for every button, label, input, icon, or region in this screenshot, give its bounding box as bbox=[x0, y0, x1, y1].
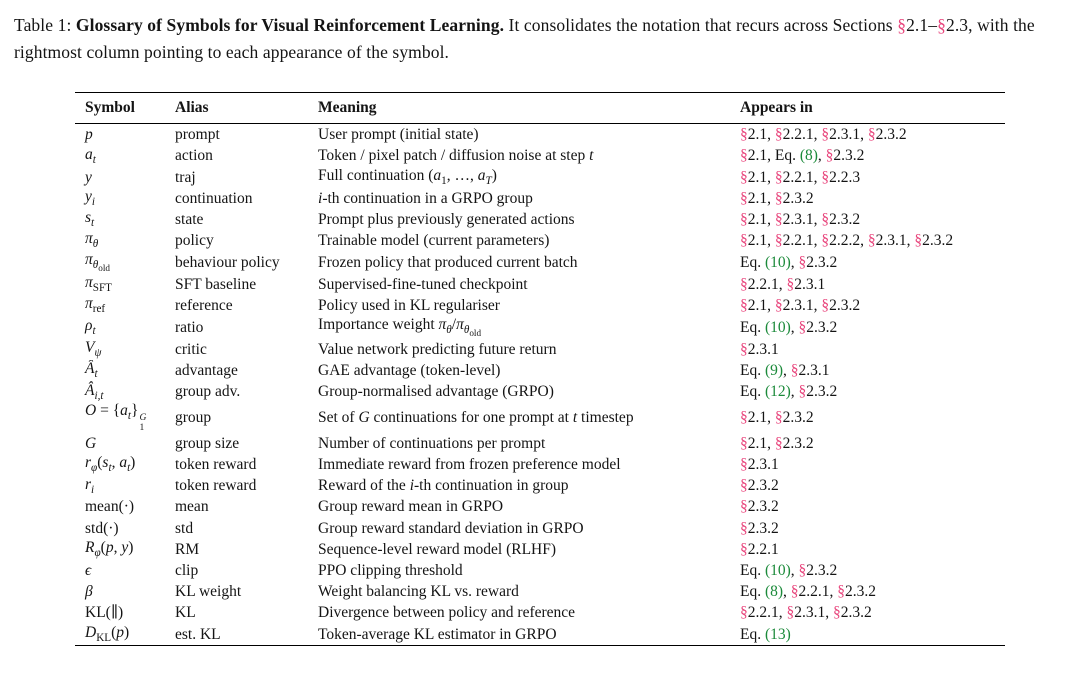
cell-meaning: Token / pixel patch / diffusion noise at step t bbox=[318, 147, 594, 165]
cell-alias: std bbox=[175, 519, 194, 537]
table-row bbox=[75, 316, 1005, 339]
section-ref-link[interactable]: §2.2.3 bbox=[821, 168, 861, 186]
cell-meaning: Trainable model (current parameters) bbox=[318, 232, 550, 250]
section-ref-link[interactable]: §2.3.2 bbox=[740, 498, 779, 516]
section-ref-link[interactable]: §2.3.2 bbox=[798, 383, 838, 401]
cell-alias: KL weight bbox=[175, 583, 242, 601]
section-ref-link[interactable]: §2.3.1 bbox=[740, 456, 779, 473]
cell-meaning: GAE advantage (token-level) bbox=[318, 361, 501, 379]
cell-meaning: Number of continuations per prompt bbox=[318, 434, 546, 452]
cell-alias: action bbox=[175, 147, 213, 165]
cell-meaning: Token-average KL estimator in GRPO bbox=[318, 625, 557, 643]
section-ref-link[interactable]: §2.3.2 bbox=[833, 604, 872, 622]
section-ref-link[interactable]: §2.1 bbox=[740, 297, 768, 315]
cell-alias: clip bbox=[175, 561, 199, 579]
cell-symbol: $s_t$ bbox=[85, 209, 95, 230]
table-row bbox=[75, 602, 1005, 623]
column-header-appears-in: Appears in bbox=[730, 93, 1005, 124]
table-row bbox=[75, 433, 1005, 454]
section-ref-link[interactable]: §2.2.1 bbox=[740, 540, 779, 558]
table-row bbox=[75, 251, 1005, 274]
cell-symbol: $D_{KL}(p)$ bbox=[85, 623, 130, 644]
section-ref-link[interactable]: §2.3.2 bbox=[774, 408, 814, 426]
cell-symbol: p bbox=[85, 126, 93, 144]
cell-meaning: PPO clipping threshold bbox=[318, 561, 463, 579]
table-caption bbox=[14, 12, 1066, 66]
section-ref-link[interactable]: §2.1 bbox=[740, 232, 768, 250]
column-header-meaning: Meaning bbox=[308, 93, 730, 124]
cell-symbol: β bbox=[85, 583, 93, 601]
cell-meaning: Group reward standard deviation in GRPO bbox=[318, 519, 584, 537]
cell-meaning: Immediate reward from frozen preference model bbox=[318, 456, 621, 473]
cell-appears bbox=[730, 454, 1005, 475]
cell-appears: Eq. (10), §2.3.2 bbox=[740, 318, 838, 336]
cell-alias: critic bbox=[175, 340, 207, 358]
table-row bbox=[75, 402, 1005, 432]
section-ref-link[interactable]: §2.2.1 bbox=[740, 604, 779, 622]
cell-meaning: Reward of the i-th continuation in group bbox=[318, 477, 569, 495]
section-ref-link[interactable]: §2.1 bbox=[897, 15, 929, 35]
table-row bbox=[75, 209, 1005, 230]
cell-symbol: $r_i$ bbox=[85, 475, 95, 496]
table-row bbox=[75, 496, 1005, 517]
cell-symbol: $\pi_{\theta_{old}}$ bbox=[85, 251, 110, 274]
cell-appears: §2.1, Eq. (8), §2.3.2 bbox=[740, 147, 865, 165]
section-ref-link[interactable]: §2.3.1 bbox=[790, 361, 830, 379]
cell-meaning: Frozen policy that produced current batch bbox=[318, 253, 578, 271]
cell-appears: §2.1, §2.2.1, §2.2.3 bbox=[740, 168, 861, 186]
cell-alias: RM bbox=[175, 540, 200, 558]
cell-appears bbox=[730, 339, 1005, 360]
cell-symbol: $O = \{a_t\}$ G 1 bbox=[85, 402, 147, 433]
cell-meaning: Importance weight $\pi_\theta/\pi_{\theta_{old}}$ bbox=[318, 316, 482, 339]
section-ref-link[interactable]: §2.3.2 bbox=[821, 210, 861, 228]
section-ref-link[interactable]: §2.3.1 bbox=[774, 210, 814, 228]
cell-alias: ratio bbox=[175, 318, 204, 336]
cell-symbol: ϵ bbox=[85, 561, 92, 579]
equation-ref-link[interactable]: Eq. (8) bbox=[740, 583, 784, 601]
caption-text: It consolidates the notation that recurs across Sections §2.1–§2.3, with the rightmost column pointing to each appearance of the symbol. bbox=[14, 15, 1035, 63]
cell-appears: Eq. (8), §2.2.1, §2.3.2 bbox=[740, 583, 877, 601]
cell-symbol: $Â_{i,t}$ bbox=[85, 381, 104, 402]
table-row bbox=[75, 539, 1005, 560]
cell-alias: group bbox=[175, 408, 212, 426]
cell-meaning: Weight balancing KL vs. reward bbox=[318, 583, 519, 601]
section-ref-link[interactable]: §2.3.2 bbox=[774, 189, 814, 207]
section-ref-link[interactable]: §2.2.1 bbox=[774, 232, 814, 250]
cell-appears: §2.2.1, §2.3.1 bbox=[740, 275, 826, 293]
section-ref-link[interactable]: §2.3.2 bbox=[825, 147, 865, 165]
cell-appears: Eq. (9), §2.3.1 bbox=[740, 361, 830, 379]
cell-alias: KL bbox=[175, 604, 196, 622]
caption-label: Table 1: bbox=[14, 15, 72, 35]
cell-alias: policy bbox=[175, 232, 214, 250]
cell-meaning: User prompt (initial state) bbox=[318, 126, 479, 144]
cell-appears bbox=[730, 539, 1005, 560]
cell-appears bbox=[730, 496, 1005, 517]
cell-appears: §2.1, §2.3.1, §2.3.2 bbox=[740, 297, 861, 315]
section-ref-link[interactable]: §2.1 bbox=[740, 434, 768, 452]
cell-symbol: $\pi_{ref}$ bbox=[85, 295, 106, 316]
equation-ref-link[interactable]: Eq. (12) bbox=[740, 383, 791, 401]
cell-alias: token reward bbox=[175, 477, 257, 495]
table-row bbox=[75, 381, 1005, 402]
caption-title: Glossary of Symbols for Visual Reinforcement Learning. bbox=[75, 15, 505, 35]
cell-symbol: $a_t$ bbox=[85, 145, 96, 166]
cell-symbol: $\pi_{SFT}$ bbox=[85, 274, 112, 295]
section-ref-link[interactable]: §2.3.2 bbox=[821, 297, 861, 315]
cell-symbol: $\pi_\theta$ bbox=[85, 230, 99, 251]
equation-ref-link[interactable]: Eq. (9) bbox=[740, 361, 784, 379]
cell-meaning: Sequence-level reward model (RLHF) bbox=[318, 540, 557, 558]
section-ref-link[interactable]: §2.2.1 bbox=[774, 168, 814, 186]
cell-appears: §2.1, §2.2.1, §2.3.1, §2.3.2 bbox=[740, 126, 907, 144]
cell-meaning: Full continuation ($a_1$, …, $a_T$) bbox=[318, 166, 497, 188]
equation-ref-link[interactable]: Eq. (8) bbox=[774, 147, 818, 165]
page bbox=[0, 12, 1080, 675]
cell-symbol: G bbox=[85, 434, 97, 452]
cell-appears: Eq. (12), §2.3.2 bbox=[740, 383, 838, 401]
table-row bbox=[75, 624, 1005, 646]
section-ref-link[interactable]: §2.1 bbox=[740, 147, 768, 165]
section-ref-link[interactable]: §2.3.1 bbox=[867, 232, 907, 250]
cell-appears: §2.1, §2.2.1, §2.2.2, §2.3.1, §2.3.2 bbox=[740, 232, 954, 250]
cell-alias: reference bbox=[175, 297, 233, 315]
table-row bbox=[75, 518, 1005, 539]
cell-symbol: $\rho_t$ bbox=[85, 317, 96, 338]
table-row bbox=[75, 188, 1005, 209]
cell-alias: continuation bbox=[175, 189, 253, 207]
cell-symbol: KL(∥) bbox=[85, 604, 124, 622]
section-ref-link[interactable]: §2.1 bbox=[740, 210, 768, 228]
cell-meaning: i-th continuation in a GRPO group bbox=[318, 189, 533, 207]
section-ref-link[interactable]: §2.3.1 bbox=[774, 297, 814, 315]
table-row bbox=[75, 145, 1005, 166]
cell-appears: §2.2.1, §2.3.1, §2.3.2 bbox=[740, 604, 872, 622]
glossary-table-header bbox=[75, 93, 1005, 124]
cell-symbol: $V_\psi$ bbox=[85, 339, 102, 360]
cell-symbol: $Â_t$ bbox=[85, 360, 98, 381]
column-header-alias: Alias bbox=[165, 93, 308, 124]
cell-meaning: Divergence between policy and reference bbox=[318, 604, 576, 622]
section-ref-link[interactable]: §2.3.2 bbox=[914, 232, 954, 250]
section-ref-link[interactable]: §2.1 bbox=[740, 126, 768, 144]
section-ref-link[interactable]: §2.2.1 bbox=[790, 583, 830, 601]
section-ref-link[interactable]: §2.3.2 bbox=[740, 477, 779, 495]
equation-ref-link[interactable]: Eq. (10) bbox=[740, 561, 791, 579]
cell-meaning: Set of G continuations for one prompt at t timestep bbox=[318, 408, 634, 426]
section-ref-link[interactable]: §2.3.1 bbox=[740, 340, 779, 358]
cell-alias: est. KL bbox=[175, 625, 221, 643]
cell-appears: §2.1, §2.3.2 bbox=[740, 434, 814, 452]
cell-alias: advantage bbox=[175, 361, 238, 379]
table-row bbox=[75, 339, 1005, 360]
section-ref-link[interactable]: §2.1 bbox=[740, 189, 768, 207]
section-ref-link[interactable]: §2.3.2 bbox=[740, 519, 779, 537]
cell-alias: traj bbox=[175, 168, 196, 186]
cell-meaning: Policy used in KL regulariser bbox=[318, 297, 500, 315]
section-ref-link[interactable]: §2.3.2 bbox=[798, 561, 838, 579]
table-row bbox=[75, 167, 1005, 188]
equation-ref-link[interactable]: Eq. (10) bbox=[740, 253, 791, 271]
cell-appears: §2.1, §2.3.2 bbox=[740, 408, 814, 426]
glossary-table bbox=[75, 92, 1005, 646]
cell-meaning: Prompt plus previously generated actions bbox=[318, 210, 575, 228]
cell-meaning: Value network predicting future return bbox=[318, 340, 557, 358]
cell-symbol: $R_\varphi(p$, y) bbox=[85, 539, 134, 560]
table-row bbox=[75, 560, 1005, 581]
cell-appears: Eq. (10), §2.3.2 bbox=[740, 253, 838, 271]
cell-symbol: mean(·) bbox=[85, 498, 135, 516]
table-row bbox=[75, 230, 1005, 251]
table-row bbox=[75, 124, 1005, 146]
section-ref-link[interactable]: §2.3.1 bbox=[786, 604, 826, 622]
cell-appears bbox=[730, 475, 1005, 496]
section-ref-link[interactable]: §2.3 bbox=[937, 15, 969, 35]
glossary-table-body bbox=[75, 124, 1005, 646]
section-ref-link[interactable]: §2.2.1 bbox=[740, 275, 779, 293]
cell-appears: §2.1, §2.3.1, §2.3.2 bbox=[740, 210, 861, 228]
cell-appears bbox=[730, 624, 1005, 646]
table-row bbox=[75, 581, 1005, 602]
section-ref-link[interactable]: §2.3.1 bbox=[786, 275, 826, 293]
table-row bbox=[75, 274, 1005, 295]
section-ref-link[interactable]: §2.3.2 bbox=[774, 434, 814, 452]
cell-alias: behaviour policy bbox=[175, 253, 280, 271]
cell-alias: state bbox=[175, 210, 204, 228]
section-ref-link[interactable]: §2.3.1 bbox=[821, 126, 861, 144]
cell-meaning: Supervised-fine-tuned checkpoint bbox=[318, 275, 528, 293]
section-ref-link[interactable]: §2.2.1 bbox=[774, 126, 814, 144]
cell-symbol: std(·) bbox=[85, 519, 119, 537]
cell-alias: group size bbox=[175, 434, 240, 452]
cell-alias: token reward bbox=[175, 456, 257, 473]
cell-symbol: $y_i$ bbox=[85, 188, 95, 209]
cell-meaning: Group-normalised advantage (GRPO) bbox=[318, 383, 554, 401]
table-row bbox=[75, 454, 1005, 475]
table-row bbox=[75, 360, 1005, 381]
cell-alias: mean bbox=[175, 498, 209, 516]
cell-alias: group adv. bbox=[175, 383, 241, 401]
equation-ref-link[interactable]: Eq. (10) bbox=[740, 318, 791, 336]
cell-symbol: $r_\varphi(s_t$, $a_t$) bbox=[85, 454, 136, 475]
section-ref-link[interactable]: §2.3.2 bbox=[867, 126, 907, 144]
equation-ref-link[interactable]: Eq. (13) bbox=[740, 625, 791, 643]
section-ref-link[interactable]: §2.3.2 bbox=[837, 583, 877, 601]
section-ref-link[interactable]: §2.1 bbox=[740, 168, 768, 186]
cell-alias: SFT baseline bbox=[175, 275, 257, 293]
table-row bbox=[75, 475, 1005, 496]
section-ref-link[interactable]: §2.3.2 bbox=[798, 318, 838, 336]
section-ref-link[interactable]: §2.3.2 bbox=[798, 253, 838, 271]
cell-symbol: y bbox=[85, 168, 92, 186]
section-ref-link[interactable]: §2.1 bbox=[740, 408, 768, 426]
cell-appears bbox=[730, 518, 1005, 539]
cell-appears: §2.1, §2.3.2 bbox=[740, 189, 814, 207]
cell-appears: Eq. (10), §2.3.2 bbox=[740, 561, 838, 579]
column-header-symbol: Symbol bbox=[75, 93, 165, 124]
section-ref-link[interactable]: §2.2.2 bbox=[821, 232, 861, 250]
cell-meaning: Group reward mean in GRPO bbox=[318, 498, 504, 516]
cell-alias: prompt bbox=[175, 126, 220, 144]
table-row bbox=[75, 295, 1005, 316]
